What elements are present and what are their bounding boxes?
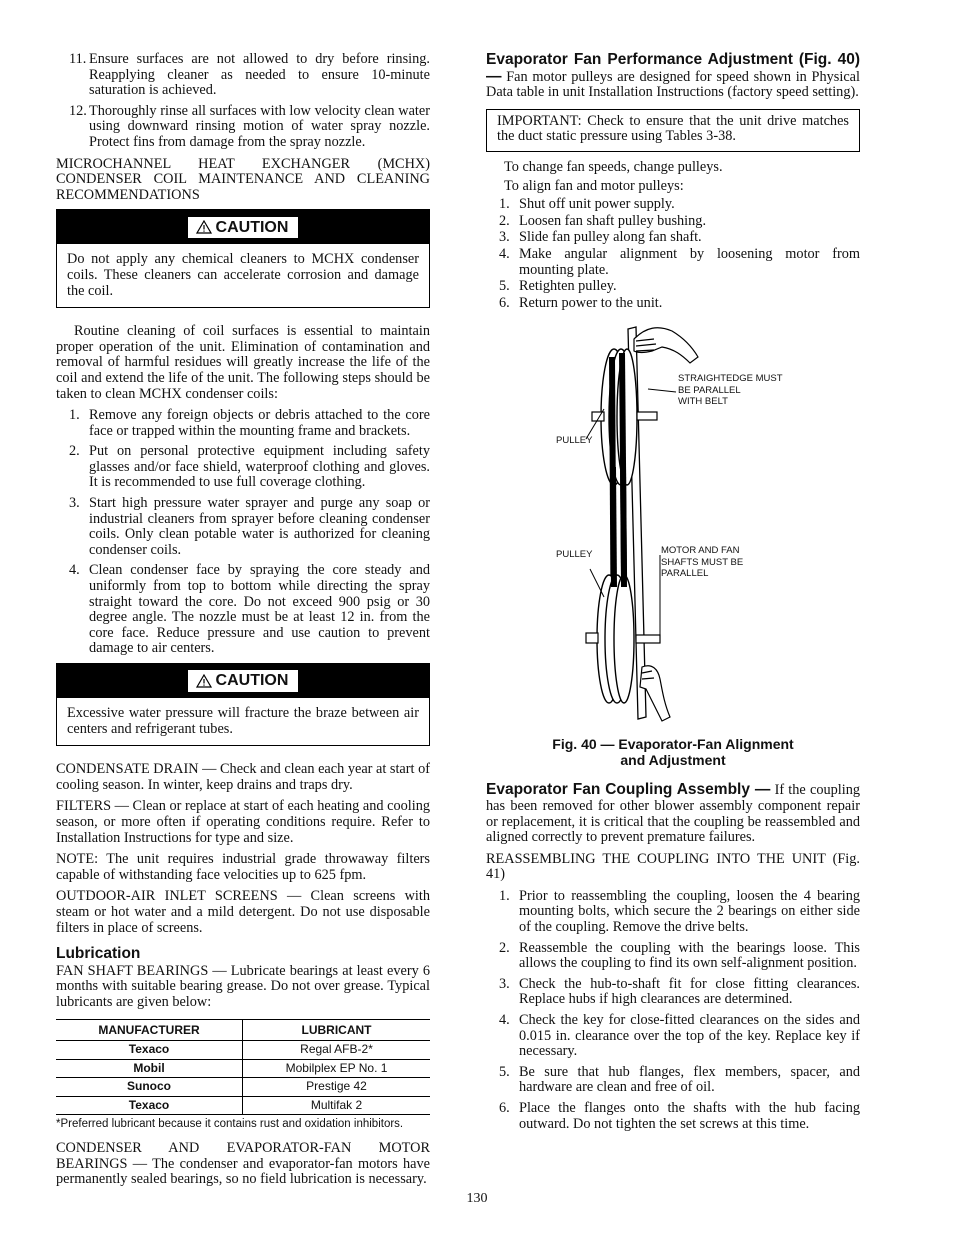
pulley-alignment-diagram — [486, 317, 860, 737]
pulley-alignment-figure — [486, 317, 860, 737]
caution-label: CAUTION — [215, 218, 289, 236]
list-item: 5. Retighten pulley. — [499, 278, 617, 295]
align-intro-text: To align fan and motor pulleys: — [504, 177, 684, 194]
list-item: 1. Prior to reassembling the coupling, loosen the 4 bearing mounting bolts, which secure the 2 bearings on either side of the coupling. Remove the drive belts. — [499, 887, 860, 936]
left-column — [56, 52, 430, 1194]
list-item: 12. Thoroughly rinse all surfaces with low velocity clean water using downward rinsing motion of water spray nozzle. Protect fins from damage from the spray nozzle. — [69, 102, 430, 150]
caution-label: CAUTION — [215, 672, 289, 690]
list-item: 4. Make angular alignment by loosening motor from mounting plate. — [499, 245, 860, 278]
list-item: 2. Reassemble the coupling with the bearings loose. This allows the coupling to find its own self-alignment position. — [499, 939, 860, 972]
caution-box-pressure — [56, 663, 430, 746]
fan-shaft-paragraph: FAN SHAFT BEARINGS — Lubricate bearings at least every 6 months with suitable bearing grease. Do not over grease. Typical lubricants are given below: — [56, 962, 430, 1010]
list-item: 11. Ensure surfaces are not allowed to dry before rinsing. Reapplying cleaner as needed to ensure 10-minute saturation is achieved. — [69, 51, 430, 99]
list-item: 4. Check the key for close-fitted clearances on the sides and 0.015 in. clearance over the top of the key. Replace key if necessary. — [499, 1012, 860, 1060]
page-number: 130 — [466, 1191, 488, 1206]
caution-text: Do not apply any chemical cleaners to MCHX condenser coils. These cleaners can accelerate corrosion and damage the coil. — [67, 251, 419, 299]
table-header-row — [56, 1019, 430, 1041]
list-item: 6. Return power to the unit. — [499, 294, 663, 311]
rinse-steps-list — [56, 52, 430, 151]
cleaning-steps-list — [56, 408, 430, 657]
change-speeds-text: To change fan speeds, change pulleys. — [504, 158, 723, 175]
important-box: IMPORTANT: Check to ensure that the unit drive matches the duct static pressure using Tables 3-38. — [486, 109, 860, 152]
caution-text: Excessive water pressure will fracture the braze between air centers and refrigerant tubes. — [67, 705, 419, 737]
label-shafts-parallel: MOTOR AND FAN SHAFTS MUST BE PARALLEL — [661, 545, 744, 580]
caution-box-chemical — [56, 209, 430, 308]
section-heading: Evaporator Fan Coupling Assembly — — [486, 781, 771, 799]
list-item: 2. Loosen fan shaft pulley bushing. — [499, 212, 707, 229]
outdoor-screens-paragraph: OUTDOOR-AIR INLET SCREENS — Clean screens with steam or hot water and a mild detergent. Do not use disposable filters in place of screens. — [56, 888, 430, 936]
motor-bearings-paragraph: CONDENSER AND EVAPORATOR-FAN MOTOR BEARINGS — The condenser and evaporator-fan motors have permanently sealed bearings, so no field lubrication is necessary. — [56, 1140, 430, 1188]
list-item: 1. Shut off unit power supply. — [499, 196, 675, 213]
warning-triangle-icon — [196, 220, 212, 234]
table-row: Sunoco Prestige 42 — [56, 1078, 430, 1097]
figure-caption: Fig. 40 — Evaporator-Fan Alignment and Adjustment — [552, 736, 794, 768]
lubricant-table — [56, 1019, 430, 1116]
section-heading: Evaporator Fan Performance Adjustment (Fig. 40) — — [486, 51, 860, 85]
performance-adjustment-paragraph: Evaporator Fan Performance Adjustment (Fig. 40) — Fan motor pulleys are designed for speed shown in Physical Data table in unit Installation Instructions (factory speed setting). — [486, 51, 861, 101]
list-item: 6. Place the flanges onto the shafts with the hub facing outward. Do not tighten the set screws at this time. — [499, 1100, 860, 1132]
lubrication-heading: Lubrication — [56, 945, 141, 963]
list-item: 5. Be sure that hub flanges, flex members, spacer, and hardware are clean and free of oil. — [499, 1063, 860, 1096]
upper-hand — [634, 328, 698, 363]
table-header: LUBRICANT — [243, 1019, 430, 1041]
reassembling-heading: REASSEMBLING THE COUPLING INTO THE UNIT (Fig. 41) — [486, 850, 860, 883]
table-header: MANUFACTURER — [56, 1019, 243, 1041]
condensate-paragraph: CONDENSATE DRAIN — Check and clean each year at start of cooling season. In winter, keep drains and traps dry. — [56, 761, 430, 793]
table-footnote: *Preferred lubricant because it contains rust and oxidation inhibitors. — [56, 1118, 404, 1131]
list-item: 1. Remove any foreign objects or debris attached to the core face or trapped within the mounting frame and brackets. — [69, 407, 430, 439]
label-pulley-bottom: PULLEY — [556, 549, 593, 561]
list-item: 3. Check the hub-to-shaft fit for close fitting clearances. Replace hubs if high clearances are determined. — [499, 975, 860, 1008]
mchx-heading: MICROCHANNEL HEAT EXCHANGER (MCHX) CONDENSER COIL MAINTENANCE AND CLEANING RECOMMENDATIONS — [56, 155, 430, 203]
list-item: 3. Start high pressure water sprayer and purge any soap or industrial cleaners from sprayer before cleaning condenser coils. Only clean potable water is authorized for cleaning condenser coils. — [69, 495, 430, 558]
list-item: 3. Slide fan pulley along fan shaft. — [499, 229, 702, 246]
warning-triangle-icon — [196, 674, 212, 688]
table-row: Mobil Mobilplex EP No. 1 — [56, 1059, 430, 1078]
label-straightedge: STRAIGHTEDGE MUST BE PARALLEL WITH BELT — [678, 373, 783, 408]
coupling-steps-list — [486, 889, 860, 1132]
list-item: 2. Put on personal protective equipment including safety glasses and/or face shield, waterproof clothing and gloves. It is recommended to use full coverage clothing. — [69, 443, 430, 491]
table-row: Texaco Regal AFB-2* — [56, 1041, 430, 1060]
label-pulley-top: PULLEY — [556, 435, 593, 447]
filters-paragraph: FILTERS — Clean or replace at start of each heating and cooling season, or more often if operating conditions require. Refer to Installation Instructions for type and size. — [56, 798, 430, 846]
routine-cleaning-paragraph: Routine cleaning of coil surfaces is essential to maintain proper operation of the unit. Elimination of contamination and removal of harmful residues will greatly increase the life of the coil and extend the life of the unit. The following steps should be taken to clean MCHX condenser coils: — [56, 323, 430, 402]
alignment-steps-list — [486, 197, 860, 311]
coupling-assembly-paragraph: Evaporator Fan Coupling Assembly — If the coupling has been removed for other blower assembly component repair or replacement, it is critical that the coupling be reassembled and aligned correctly to prevent premature failures. — [486, 781, 860, 846]
list-item: 4. Clean condenser face by spraying the core steady and uniformly from top to bottom while directing the spray straight toward the core. Do not exceed 900 psig or 30 degree angle. The nozzle must be at least 12 in. from the core face. Reduce pressure and use caution to prevent damage to air centers. — [69, 562, 430, 657]
right-column — [486, 52, 860, 1138]
table-row: Texaco Multifak 2 — [56, 1096, 430, 1115]
note-paragraph: NOTE: The unit requires industrial grade throwaway filters capable of withstanding face velocities up to 625 fpm. — [56, 851, 430, 883]
